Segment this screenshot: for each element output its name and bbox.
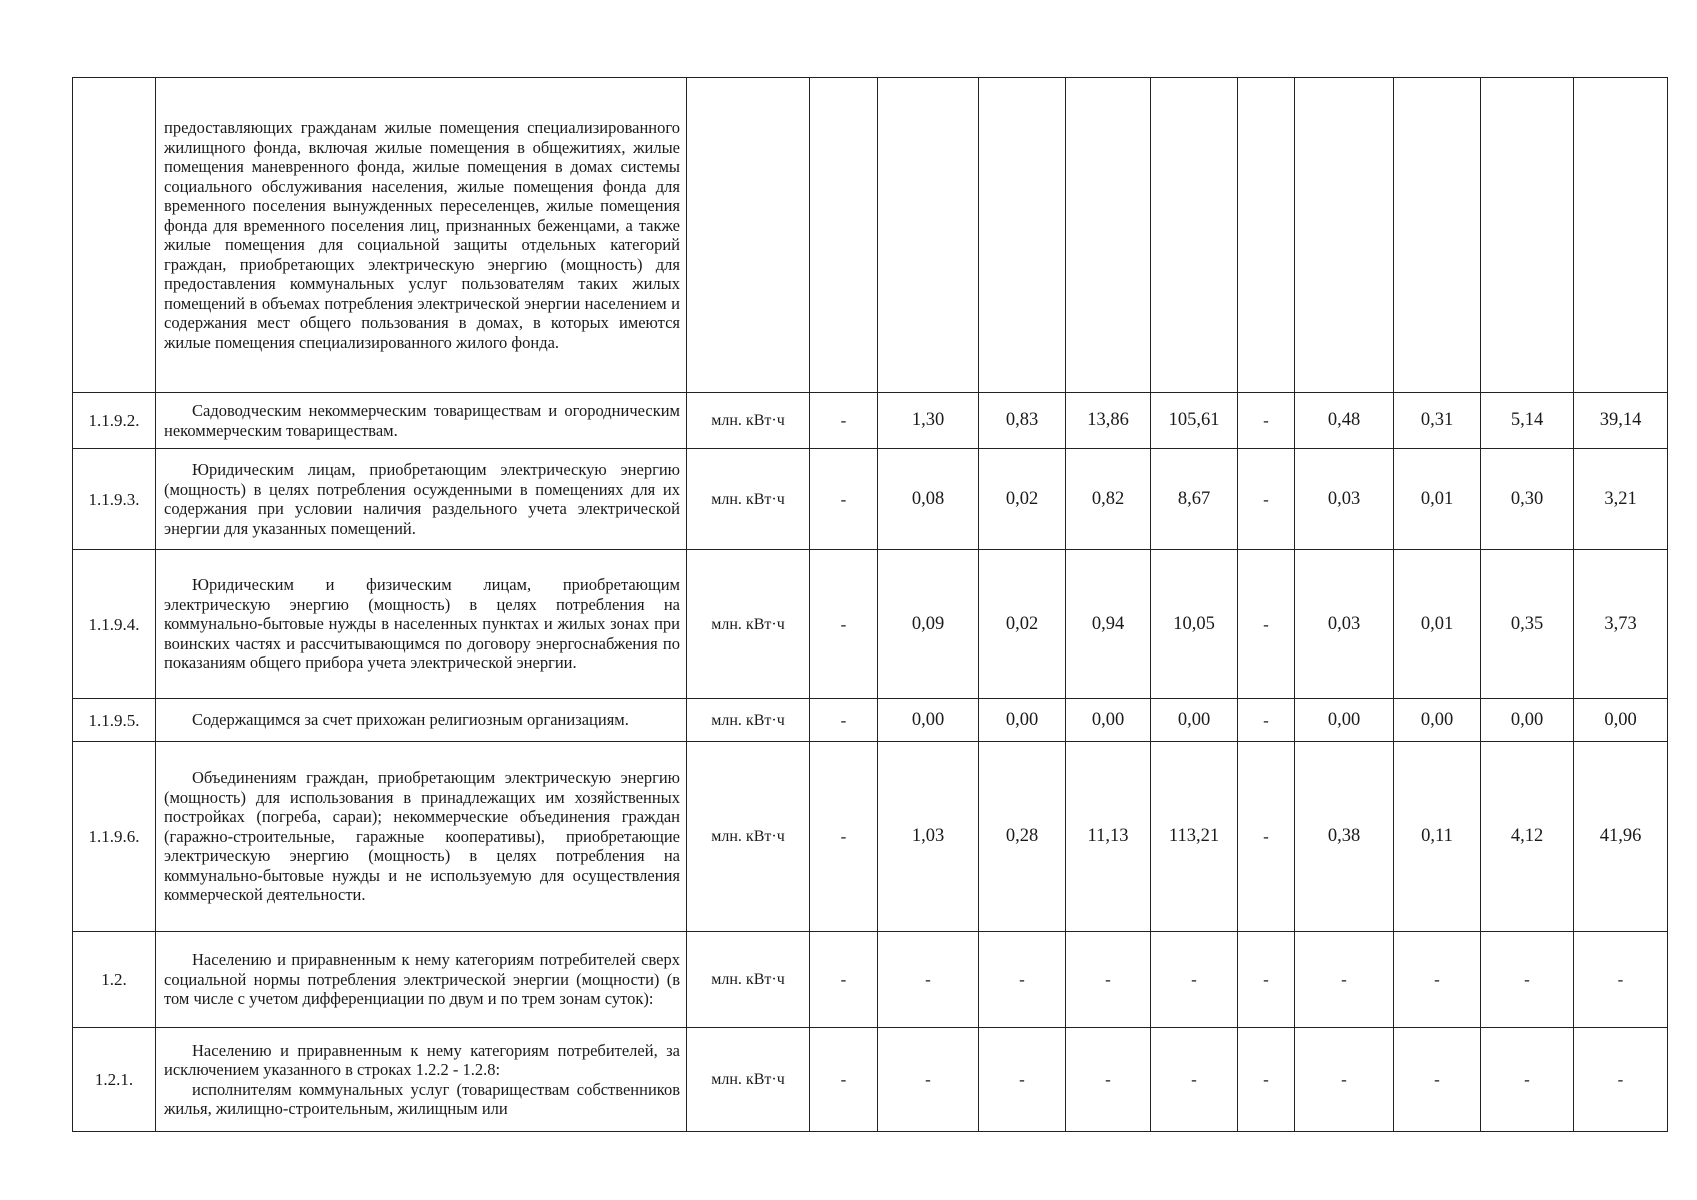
value-cell: - <box>1238 742 1295 932</box>
value-cell: 0,30 <box>1481 449 1574 550</box>
value-cell: 0,00 <box>1066 699 1151 742</box>
value-cell: 0,00 <box>1481 699 1574 742</box>
value-cell: 11,13 <box>1066 742 1151 932</box>
value-cell: 4,12 <box>1481 742 1574 932</box>
value-cell: 0,82 <box>1066 449 1151 550</box>
value-cell: 41,96 <box>1574 742 1668 932</box>
value-cell: 0,00 <box>1295 699 1394 742</box>
value-cell: - <box>1066 1028 1151 1132</box>
row-description <box>156 699 687 742</box>
row-description-text: Садоводческим некоммерческим товариществам и огородническим некоммерческим товариществам. <box>164 401 680 440</box>
value-cell: 3,73 <box>1574 550 1668 699</box>
value-cell <box>878 78 979 393</box>
value-cell: - <box>1574 932 1668 1028</box>
value-cell: - <box>878 932 979 1028</box>
value-cell: 0,94 <box>1066 550 1151 699</box>
row-unit: млн. кВт·ч <box>687 699 810 742</box>
row-description <box>156 550 687 699</box>
table-row <box>73 932 1668 1028</box>
row-code: 1.1.9.6. <box>73 742 156 932</box>
value-cell: 39,14 <box>1574 393 1668 449</box>
value-cell: - <box>810 449 878 550</box>
value-cell: - <box>1394 932 1481 1028</box>
row-unit: млн. кВт·ч <box>687 550 810 699</box>
value-cell: - <box>979 1028 1066 1132</box>
row-description-text: предоставляющих гражданам жилые помещения специализированного жилищного фонда, включая жилые помещения в общежитиях, жилые помещения маневренного фонда, жилые помещения в домах системы социального обслуживания населения, жилые помещения фонда для временного поселения вынужденных переселенцев, жилые помещения фонда для временного поселения лиц, признанных беженцами, а также жилые помещения для социальной защиты отдельных категорий граждан, приобретающих электрическую энергию (мощность) для предоставления коммунальных услуг пользователям таких жилых помещений в объемах потребления электрической энергии населением и содержания мест общего пользования в домах, в которых имеются жилые помещения специализированного жилого фонда. <box>164 118 680 352</box>
value-cell: 0,00 <box>1574 699 1668 742</box>
row-description-text: Юридическим лицам, приобретающим электрическую энергию (мощность) в целях потребления осужденными в помещениях для их содержания при условии наличия раздельного учета электрической энергии для указанных помещений. <box>164 460 680 538</box>
value-cell: 0,83 <box>979 393 1066 449</box>
value-cell: 0,08 <box>878 449 979 550</box>
row-unit: млн. кВт·ч <box>687 393 810 449</box>
table-row <box>73 742 1668 932</box>
value-cell: 0,31 <box>1394 393 1481 449</box>
value-cell: 0,35 <box>1481 550 1574 699</box>
value-cell: - <box>1481 932 1574 1028</box>
table-row <box>73 550 1668 699</box>
row-description-text: Объединениям граждан, приобретающим электрическую энергию (мощность) для использования в принадлежащих им хозяйственных постройках (погреба, сараи); некоммерческие объединения граждан (гаражно-строительные, гаражные кооперативы), приобретающие электрическую энергию (мощность) в целях потребления на коммунально-бытовые нужды и не используемую для осуществления коммерческой деятельности. <box>164 768 680 905</box>
value-cell: 0,28 <box>979 742 1066 932</box>
value-cell: 0,02 <box>979 449 1066 550</box>
value-cell <box>1574 78 1668 393</box>
value-cell <box>1481 78 1574 393</box>
value-cell: - <box>1238 1028 1295 1132</box>
row-description-text: Населению и приравненным к нему категориям потребителей, за исключением указанного в строках 1.2.2 - 1.2.8: <box>164 1040 680 1079</box>
row-unit <box>687 78 810 393</box>
value-cell: 0,00 <box>1151 699 1238 742</box>
value-cell: - <box>1238 932 1295 1028</box>
value-cell <box>1066 78 1151 393</box>
row-unit: млн. кВт·ч <box>687 1028 810 1132</box>
row-code: 1.1.9.5. <box>73 699 156 742</box>
row-description <box>156 78 687 393</box>
row-description-text: Населению и приравненным к нему категориям потребителей сверх социальной нормы потребления электрической энергии (мощности) (в том числе с учетом дифференциации по двум и по трем зонам суток): <box>164 950 680 1009</box>
value-cell: - <box>1481 1028 1574 1132</box>
row-description <box>156 449 687 550</box>
value-cell: 0,00 <box>878 699 979 742</box>
value-cell: - <box>979 932 1066 1028</box>
row-code: 1.1.9.3. <box>73 449 156 550</box>
value-cell: 0,48 <box>1295 393 1394 449</box>
row-description <box>156 742 687 932</box>
value-cell: - <box>810 932 878 1028</box>
value-cell: - <box>810 699 878 742</box>
value-cell: - <box>1238 699 1295 742</box>
value-cell: - <box>878 1028 979 1132</box>
value-cell <box>1238 78 1295 393</box>
tariff-table-sheet <box>72 77 1667 1132</box>
row-description-text: Юридическим и физическим лицам, приобретающим электрическую энергию (мощность) в целях потребления на коммунально-бытовые нужды в населенных пунктах и жилых зонах при воинских частях и рассчитывающимся по договору энергоснабжения по показаниям общего прибора учета электрической энергии. <box>164 575 680 673</box>
value-cell: - <box>810 393 878 449</box>
value-cell: 0,00 <box>979 699 1066 742</box>
consumption-table <box>72 77 1668 1132</box>
value-cell: - <box>1295 1028 1394 1132</box>
value-cell: 13,86 <box>1066 393 1151 449</box>
value-cell: 0,01 <box>1394 449 1481 550</box>
value-cell: 0,11 <box>1394 742 1481 932</box>
value-cell: 5,14 <box>1481 393 1574 449</box>
row-description-continuation: исполнителям коммунальных услуг (товариществам собственников жилья, жилищно-строительным, жилищным или <box>164 1079 680 1118</box>
value-cell: - <box>810 742 878 932</box>
row-description <box>156 1028 687 1132</box>
value-cell: 113,21 <box>1151 742 1238 932</box>
value-cell: - <box>1238 550 1295 699</box>
value-cell: - <box>1295 932 1394 1028</box>
value-cell: - <box>1066 932 1151 1028</box>
value-cell <box>1394 78 1481 393</box>
row-code: 1.2.1. <box>73 1028 156 1132</box>
row-description <box>156 393 687 449</box>
row-code: 1.1.9.2. <box>73 393 156 449</box>
table-row <box>73 699 1668 742</box>
value-cell: - <box>1238 393 1295 449</box>
value-cell: - <box>1151 1028 1238 1132</box>
value-cell: 0,09 <box>878 550 979 699</box>
value-cell <box>1151 78 1238 393</box>
row-description-text: Содержащимся за счет прихожан религиозным организациям. <box>192 710 629 730</box>
value-cell: 0,03 <box>1295 550 1394 699</box>
row-unit: млн. кВт·ч <box>687 742 810 932</box>
value-cell: - <box>810 1028 878 1132</box>
value-cell: 0,02 <box>979 550 1066 699</box>
table-row <box>73 449 1668 550</box>
table-row <box>73 393 1668 449</box>
value-cell: 0,00 <box>1394 699 1481 742</box>
row-description <box>156 932 687 1028</box>
value-cell: 8,67 <box>1151 449 1238 550</box>
value-cell <box>979 78 1066 393</box>
value-cell: 0,01 <box>1394 550 1481 699</box>
value-cell <box>810 78 878 393</box>
value-cell: 105,61 <box>1151 393 1238 449</box>
value-cell: - <box>1394 1028 1481 1132</box>
row-unit: млн. кВт·ч <box>687 932 810 1028</box>
value-cell: 1,03 <box>878 742 979 932</box>
table-row <box>73 78 1668 393</box>
value-cell: 1,30 <box>878 393 979 449</box>
value-cell: 10,05 <box>1151 550 1238 699</box>
value-cell <box>1295 78 1394 393</box>
value-cell: - <box>1574 1028 1668 1132</box>
row-code <box>73 78 156 393</box>
value-cell: - <box>810 550 878 699</box>
value-cell: - <box>1151 932 1238 1028</box>
row-code: 1.1.9.4. <box>73 550 156 699</box>
value-cell: 0,38 <box>1295 742 1394 932</box>
value-cell: 3,21 <box>1574 449 1668 550</box>
table-row <box>73 1028 1668 1132</box>
row-code: 1.2. <box>73 932 156 1028</box>
value-cell: 0,03 <box>1295 449 1394 550</box>
value-cell: - <box>1238 449 1295 550</box>
row-unit: млн. кВт·ч <box>687 449 810 550</box>
